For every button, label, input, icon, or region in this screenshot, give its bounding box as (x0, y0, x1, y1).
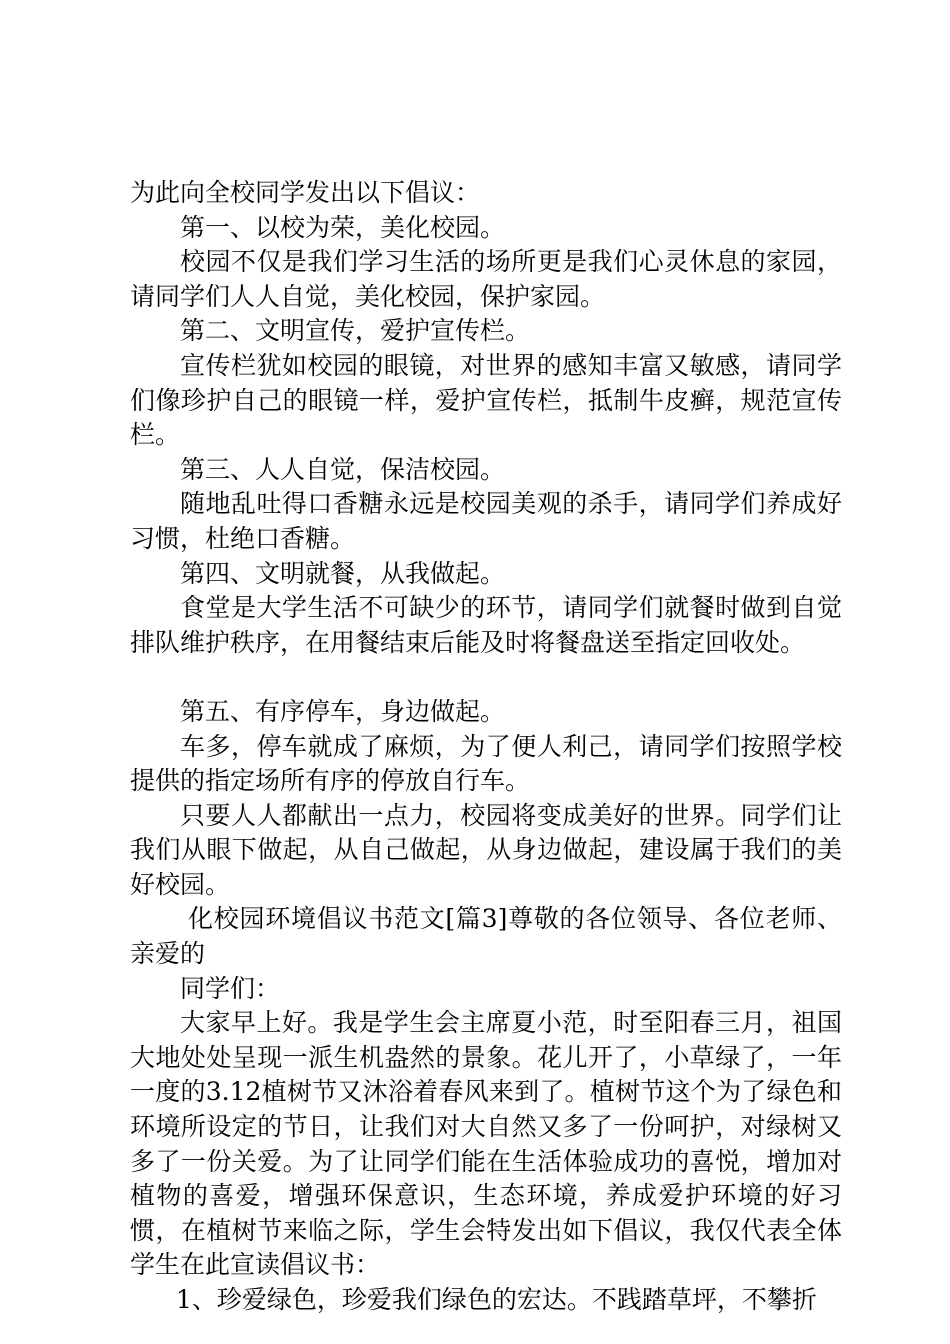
heading-item-4: 第四、文明就餐，从我做起。 (180, 558, 506, 588)
paragraph-item-1: 校园不仅是我们学习生活的场所更是我们心灵休息的家园，请同学们人人自觉，美化校园，保护家园。 (130, 247, 842, 311)
paragraph-intro: 为此向全校同学发出以下倡议： (130, 178, 481, 207)
paragraph-gap (130, 660, 842, 695)
paragraph-item-4: 食堂是大学生活不可缺少的环节，请同学们就餐时做到自觉排队维护秩序，在用餐结束后能及时将餐盘送至指定回收处。 (130, 593, 842, 657)
paragraph-item-2: 宣传栏犹如校园的眼镜，对世界的感知丰富又敏感，请同学们像珍护自己的眼镜一样，爱护宣传栏，抵制牛皮癣，规范宣传栏。 (130, 350, 842, 450)
heading-item-3: 第三、人人自觉，保洁校园。 (180, 454, 506, 484)
document-body (130, 176, 842, 1318)
section-title-part-3: 化校园环境倡议书范文[篇3]尊敬的各位领导、各位老师、亲爱的 (130, 904, 842, 969)
paragraph-item-3: 随地乱吐得口香糖永远是校园美观的杀手，请同学们养成好习惯，杜绝口香糖。 (130, 489, 842, 553)
heading-item-5: 第五、有序停车，身边做起。 (180, 696, 506, 726)
paragraph-greeting: 大家早上好。我是学生会主席夏小范，时至阳春三月，祖国大地处处呈现一派生机盎然的景象。花儿开了，小草绿了，一年一度的3.12植树节又沐浴着春风来到了。植树节这个为了绿色和环境所设定的节日，让我们对大自然又多了一份呵护，对绿树又多了一份关爱。为了让同学们能在生活体验成功的喜悦，增加对植物的喜爱，增强环保意识，生态环境，养成爱护环境的好习惯，在植树节来临之际，学生会特发出如下倡议，我仅代表全体学生在此宣读倡议书： (130, 1008, 842, 1280)
proposal-item-1: 1、珍爱绿色，珍爱我们绿色的宏达。不践踏草坪，不攀折 (176, 1285, 817, 1314)
paragraph-item-5: 车多，停车就成了麻烦，为了便人利己，请同学们按照学校提供的指定场所有序的停放自行车。 (130, 731, 842, 796)
paragraph-conclusion: 只要人人都献出一点力，校园将变成美好的世界。同学们让我们从眼下做起，从自己做起，从身边做起，建设属于我们的美好校园。 (130, 800, 842, 899)
heading-item-2: 第二、文明宣传，爱护宣传栏。 (180, 316, 531, 346)
heading-item-1: 第一、以校为荣，美化校园。 (180, 212, 506, 242)
salutation: 同学们： (180, 973, 281, 1003)
